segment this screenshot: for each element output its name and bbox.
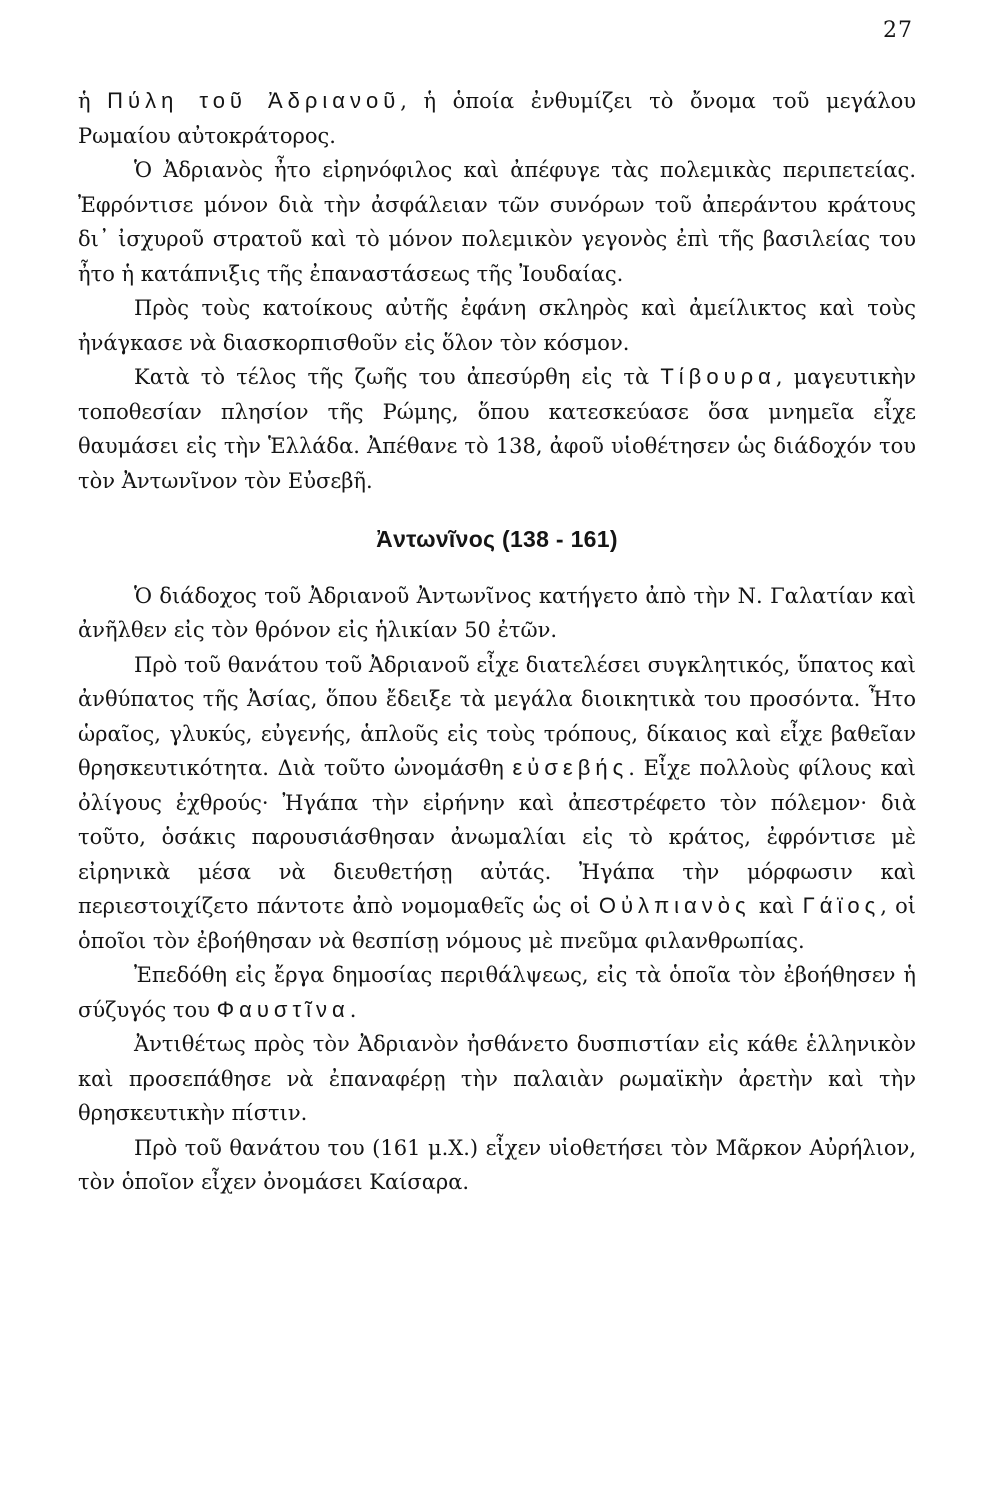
spaced-term-tibur: Τίβουρα (660, 364, 776, 389)
text-run: . Εἶχε πολλοὺς φίλους καὶ ὀλίγους ἐχθρούς· Ἠγάπα τὴν εἰρήνην καὶ ἀπεστρέφετο τὸν πόλεμον· διὰ τοῦτο, ὁσάκις παρουσιάσθησαν ἀνωμαλίαι εἰς τὸ κράτος, ἐφρόντισε μὲ εἰρηνικὰ μέσα νὰ διευθετήσῃ αὐτάς. Ἠγάπα τὴν μόρφωσιν καὶ περιεστοιχίζετο πάντοτε ἀπὸ νομομαθεῖς ὡς οἱ (78, 756, 916, 918)
spaced-term-eusebes: εὐσεβής (512, 755, 629, 780)
paragraph-judea: Πρὸς τοὺς κατοίκους αὐτῆς ἐφάνη σκληρὸς καὶ ἀμείλικτος καὶ τοὺς ἠνάγκασε νὰ διασκορπισθοῦν εἰς ὅλον τὸν κόσμον. (78, 296, 916, 355)
spaced-term-gaius: Γάϊος (802, 893, 881, 918)
text-run: καὶ (750, 894, 803, 918)
text-run: Κατὰ τὸ τέλος τῆς ζωῆς του ἀπεσύρθη εἰς τὰ (134, 365, 661, 389)
body-text (78, 84, 916, 1200)
paragraph-roman-virtue: Ἀντιθέτως πρὸς τὸν Ἀδριανὸν ἠσθάνετο δυσπιστίαν εἰς κάθε ἑλληνικὸν καὶ προσεπάθησε νὰ ἐπαναφέρῃ τὴν παλαιὰν ρωμαϊκὴν ἀρετὴν καὶ τὴν θρησκευτικὴν πίστιν. (78, 1032, 916, 1125)
text-run: ἡ (78, 89, 108, 113)
paragraph-hadrian-peace: Ὁ Ἀδριανὸς ἦτο εἰρηνόφιλος καὶ ἀπέφυγε τὰς πολεμικὰς περιπετείας. Ἐφρόντισε μόνον διὰ τὴν ἀσφάλειαν τῶν συνόρων τοῦ ἀπεράντου κράτους δι᾽ ἰσχυροῦ στρατοῦ καὶ τὸ μόνον πολεμικὸν γεγονὸς ἐπὶ τῆς βασιλείας του ἦτο ἡ κατάπνιξις τῆς ἐπαναστάσεως τῆς Ἰουδαίας. (78, 158, 916, 286)
paragraph-hadrian-gate (78, 84, 916, 153)
text-run: , οἱ ὁποῖοι τὸν ἐβοήθησαν νὰ θεσπίσῃ νόμους μὲ πνεῦμα φιλανθρωπίας. (78, 894, 917, 953)
text-run: . (349, 997, 357, 1022)
spaced-term-ulpian: Οὐλπιανὸς (598, 893, 751, 918)
page-number: 27 (883, 18, 913, 43)
spaced-term-faustina: Φαυστῖνα (216, 996, 350, 1022)
paragraph-antoninus-origin: Ὁ διάδοχος τοῦ Ἀδριανοῦ Ἀντωνῖνος κατήγετο ἀπὸ τὴν Ν. Γαλατίαν καὶ ἀνῆλθεν εἰς τὸν θρόνον εἰς ἡλικίαν 50 ἐτῶν. (78, 583, 916, 642)
paragraph-tibur (78, 360, 916, 498)
text-run: , ἡ ὁποία ἐνθυμίζει τὸ ὄνομα τοῦ μεγάλου Ρωμαίου αὐτοκράτορος. (78, 89, 916, 148)
paragraph-antoninus-character (78, 648, 916, 959)
paragraph-marcus-aurelius: Πρὸ τοῦ θανάτου του (161 μ.Χ.) εἶχεν υἱοθετήσει τὸν Μᾶρκον Αὐρήλιον, τὸν ὁποῖον εἶχεν ὀνομάσει Καίσαρα. (78, 1135, 916, 1194)
section-heading-antoninus: Ἀντωνῖνος (138 - 161) (376, 526, 618, 552)
text-run: , μαγευτικὴν τοποθεσίαν πλησίον τῆς Ρώμης, ὅπου κατεσκεύασε ὅσα μνημεῖα εἶχε θαυμάσει εἰς τὴν Ἑλλάδα. Ἀπέθανε τὸ 138, ἀφοῦ υἱοθέτησεν ὡς διάδοχόν του τὸν Ἀντωνῖνον τὸν Εὐσεβῆ. (78, 365, 916, 493)
paragraph-public-welfare (78, 958, 916, 1027)
spaced-term-hadrian-gate: Πύλη τοῦ Ἀδριανοῦ (107, 88, 401, 113)
text-run: Ἐπεδόθη εἰς ἔργα δημοσίας περιθάλψεως, εἰς τὰ ὁποῖα τὸν ἐβοήθησεν ἡ σύζυγός του (78, 963, 916, 1022)
text-run: Πρὸ τοῦ θανάτου τοῦ Ἀδριανοῦ εἶχε διατελέσει συγκλητικός, ὕπατος καὶ ἀνθύπατος τῆς Ἀσίας, ὅπου ἔδειξε τὰ μεγάλα διοικητικὰ του προσόντα. Ἦτο ὡραῖος, γλυκύς, εὐγενής, ἁπλοῦς εἰς τοὺς τρόπους, δίκαιος καὶ εἶχε βαθεῖαν θρησκευτικότητα. Διὰ τοῦτο ὠνομάσθη (78, 652, 916, 780)
